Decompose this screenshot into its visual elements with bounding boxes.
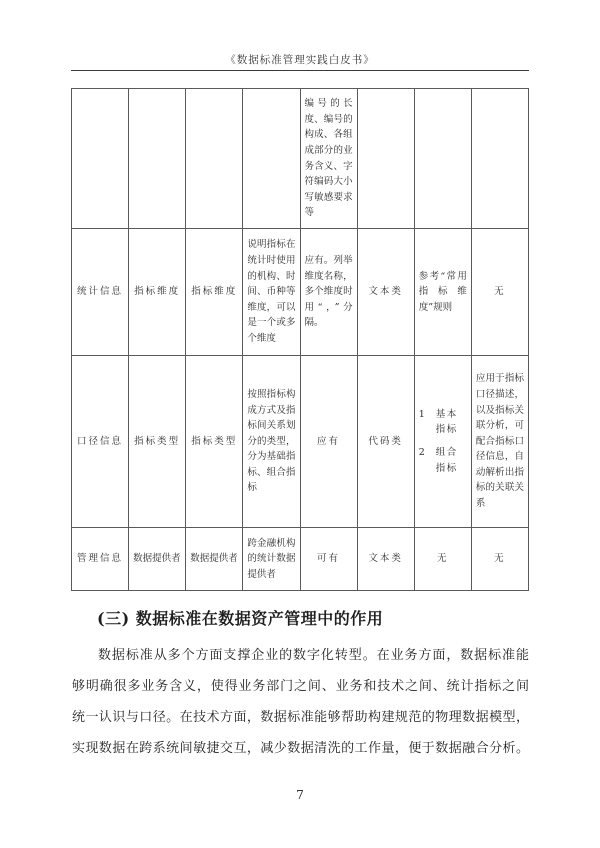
table-cell: 统计信息: [72, 229, 129, 356]
table-cell: 无: [414, 528, 471, 591]
code-value-label: 组合指标: [435, 447, 458, 474]
table-cell: 数据提供者: [186, 528, 243, 591]
table-cell: 指标维度: [129, 229, 186, 356]
paragraph-line: 够明确很多业务含义，使得业务部门之间、业务和技术之间、统计指标之间: [72, 679, 529, 694]
table-cell: 按照指标构成方式及指标间关系划分的类型，分为基础指标、组合指标: [243, 356, 300, 528]
table-row: [72, 528, 529, 591]
code-value-item: [419, 407, 467, 438]
table-row: [72, 229, 529, 356]
table-cell: 代码类: [357, 356, 414, 528]
table-cell: [357, 89, 414, 229]
table-cell: 应有: [300, 356, 357, 528]
data-standard-table: [71, 88, 529, 591]
paragraph-line: 实现数据在跨系统间敏捷交互，减少数据清洗的工作量，便于数据融合分析。: [72, 741, 529, 756]
code-value-label: 基本指标: [435, 408, 458, 436]
code-value-number: 1: [418, 408, 425, 420]
table-cell: 管理信息: [72, 528, 129, 591]
table-cell: 无: [471, 229, 528, 356]
table-cell-code-values: [414, 356, 471, 528]
table-cell: 说明指标在统计时使用的机构、时间、币种等维度，可以是一个或多个维度: [243, 229, 300, 356]
page-number: 7: [296, 787, 304, 802]
table-cell: [129, 89, 186, 229]
table-cell: 无: [471, 528, 528, 591]
table-cell: 应用于指标口径描述，以及指标关联分析，可配合指标口径信息，自动解析出指标的关联关系: [471, 356, 528, 528]
body-paragraph: [72, 640, 529, 764]
table-cell: [72, 89, 129, 229]
code-value-number: 2: [418, 447, 425, 458]
paragraph-line: 统一认识与口径。在技术方面，数据标准能够帮助构建规范的物理数据模型，: [72, 710, 529, 725]
document-header-title: 《数据标准管理实践白皮书》: [225, 54, 375, 66]
paragraph-line: 数据标准从多个方面支撑企业的数字化转型。在业务方面，数据标准能: [98, 648, 529, 663]
header-rule: [71, 70, 529, 71]
table-cell: 编号的长度、编号的构成、各组成部分的业务含义、字符编码大小写敏感要求等: [300, 89, 357, 229]
table-cell: 可有: [300, 528, 357, 591]
table-cell: 文本类: [357, 229, 414, 356]
table-cell: 指标类型: [186, 356, 243, 528]
table-cell: [414, 89, 471, 229]
code-value-list: [419, 407, 467, 476]
table-cell: 参考“常用指标维度”规则: [414, 229, 471, 356]
table-cell: [243, 89, 300, 229]
table-cell: 口径信息: [72, 356, 129, 528]
section-heading: (三) 数据标准在数据资产管理中的作用: [97, 609, 384, 628]
code-value-item: [419, 445, 467, 476]
table-cell: 应有。列举维度名称，多个维度时用“，”分隔。: [300, 229, 357, 356]
table-cell: [186, 89, 243, 229]
table-cell: 跨金融机构的统计数据提供者: [243, 528, 300, 591]
table-cell: 指标维度: [186, 229, 243, 356]
table-cell: 文本类: [357, 528, 414, 591]
table-row: [72, 356, 529, 528]
table-cell: 指标类型: [129, 356, 186, 528]
table-cell: 数据提供者: [129, 528, 186, 591]
table-row: [72, 89, 529, 229]
table-cell: [471, 89, 528, 229]
